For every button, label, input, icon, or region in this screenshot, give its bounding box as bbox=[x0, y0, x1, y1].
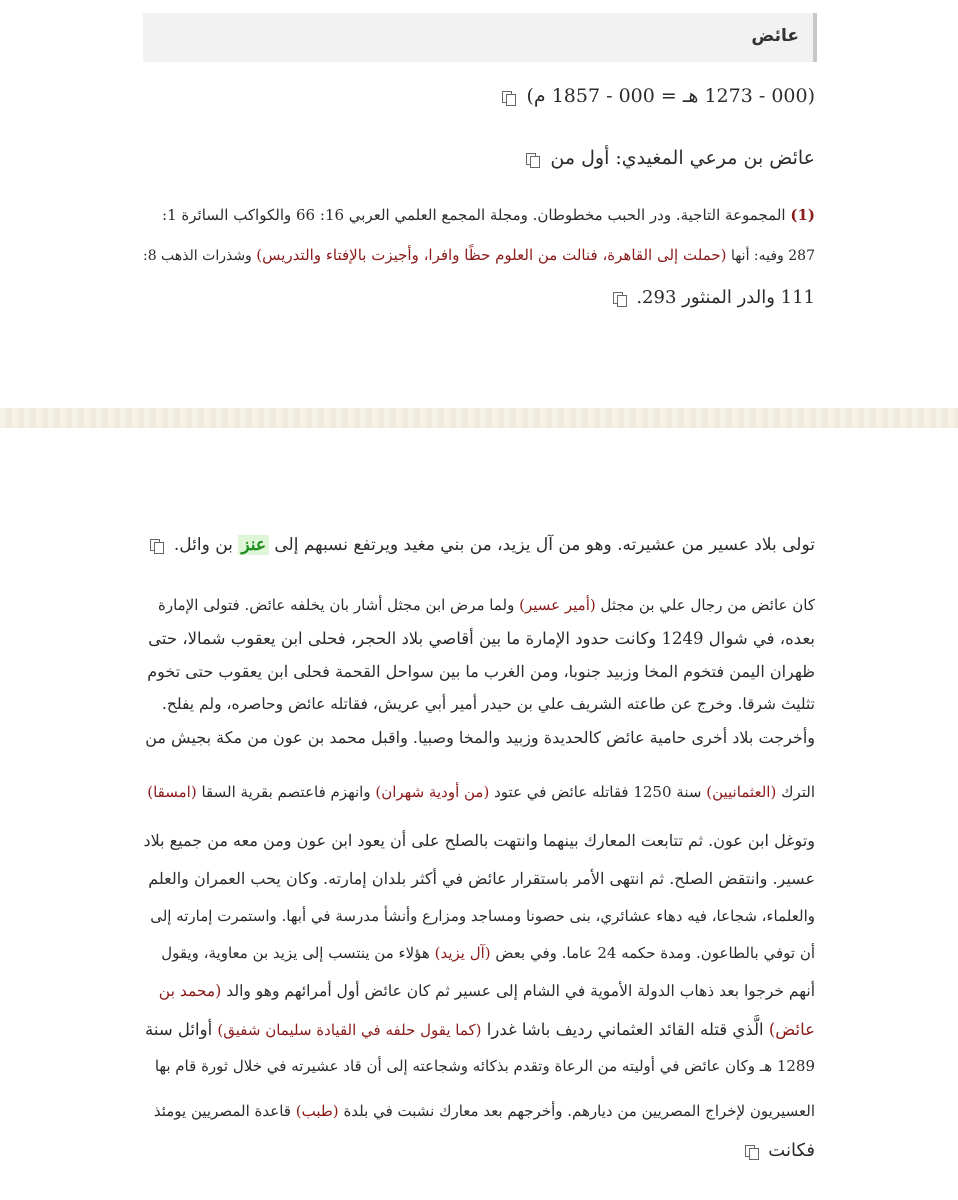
text-segment: تثليث شرقا. وخرج عن طاعته الشريف علي بن حيدر أمير أبي عريش، فقاتله عائض وحاصره، ولم يفلح. bbox=[161, 695, 815, 713]
copy-icon[interactable] bbox=[745, 1145, 757, 1158]
entry-title: عائض bbox=[751, 26, 799, 46]
text-line-11 bbox=[159, 982, 815, 1000]
copy-icon[interactable] bbox=[613, 292, 625, 305]
footnote-text-3: 111 والدر المنثور 293. bbox=[636, 287, 815, 308]
text-line-9 bbox=[150, 907, 815, 925]
footnote-line-2 bbox=[143, 246, 815, 264]
text-segment: فكانت bbox=[768, 1140, 815, 1161]
text-segment: قاعدة المصريين يومئذ bbox=[153, 1102, 291, 1120]
text-line-3 bbox=[147, 662, 815, 681]
text-segment: هؤلاء من ينتسب إلى يزيد بن معاوية، ويقول bbox=[161, 944, 430, 962]
annotation: (أمير عسير) bbox=[519, 596, 596, 614]
footnote-text-2b: وشذرات الذهب 8: bbox=[142, 248, 252, 264]
text-line-7 bbox=[143, 831, 815, 850]
text-segment: وأخرجت بلاد أخرى حامية عائض كالحديدة وزبيد والمخا وصبيا. واقبل محمد بن عون من مكة بجيش من bbox=[145, 728, 815, 747]
text-segment: بن وائل. bbox=[173, 535, 233, 555]
entry-heading bbox=[143, 13, 817, 62]
footnote-number[interactable]: (1) bbox=[790, 206, 815, 224]
text-segment: وتوغل ابن عون. ثم تتابعت المعارك بينهما وانتهت بالصلح على أن يعود ابن عون ومن معه من جميع بلاد bbox=[143, 831, 815, 850]
annotation: (امسقا) bbox=[147, 783, 197, 801]
text-segment: أوائل سنة bbox=[145, 1020, 213, 1039]
text-line-10 bbox=[161, 944, 815, 962]
footnote-line-1 bbox=[162, 206, 815, 224]
annotation: عائض) bbox=[768, 1020, 815, 1039]
footnote-line-3 bbox=[607, 287, 815, 308]
text-line-8 bbox=[148, 869, 815, 888]
copy-icon[interactable] bbox=[150, 539, 162, 552]
tribe-tag[interactable]: عنز bbox=[238, 535, 269, 555]
copy-icon[interactable] bbox=[502, 91, 514, 104]
text-segment: الَّذي قتله القائد العثماني رديف باشا غدرا bbox=[486, 1020, 764, 1039]
text-segment: وانهزم فاعتصم بقرية السقا bbox=[201, 783, 371, 801]
copy-icon[interactable] bbox=[526, 153, 538, 166]
text-line-2 bbox=[148, 629, 815, 648]
text-segment: ظهران اليمن فتخوم المخا وزبيد جنوبا، ومن الغرب ما بين سواحل القحمة فحلى ابن يعقوب حتى تخوم bbox=[147, 662, 815, 681]
annotation: (من أودية شهران) bbox=[375, 783, 490, 801]
page-section-bottom bbox=[0, 428, 958, 1200]
text-segment: الترك bbox=[781, 783, 815, 801]
dates-line bbox=[496, 85, 815, 107]
intro-text: عائض بن مرعي المغيدي: أول من bbox=[550, 147, 815, 169]
intro-line bbox=[520, 147, 815, 169]
text-segment: عسير. وانتقض الصلح. ثم انتهى الأمر باستقرار عائض في أكثر بلدان إمارته. وكان يحب العمران والعلم bbox=[148, 869, 815, 888]
text-segment: أن توفي بالطاعون. ومدة حكمه 24 عاما. وفي بعض bbox=[495, 944, 815, 962]
text-segment: بعده، في شوال 1249 وكانت حدود الإمارة ما بين أقاصي بلاد الحجر، فحلى ابن يعقوب شمالا، حتى bbox=[148, 629, 815, 648]
annotation: (العثمانيين) bbox=[706, 783, 777, 801]
text-segment: أنهم خرجوا بعد ذهاب الدولة الأموية في الشام إلى عسير ثم كان عائض أول أمرائهم وهو والد bbox=[226, 982, 815, 1000]
page-section-top bbox=[0, 0, 958, 408]
text-line-14 bbox=[154, 1102, 815, 1120]
text-line-12 bbox=[145, 1020, 815, 1039]
text-line-1 bbox=[158, 596, 815, 614]
annotation: (طبب) bbox=[295, 1102, 339, 1120]
text-segment: والعلماء، شجاعا، فيه دهاء عشائري، بنى حصونا ومساجد ومزارع وأنشأ مدرسة في أبها. واستمرت إمارته إلى bbox=[150, 907, 815, 925]
footnote-text-1: المجموعة التاجية. ودر الحبب مخطوطان. ومجلة المجمع العلمي العربي 16: 66 والكواكب السائرة 1: bbox=[162, 206, 786, 224]
text-segment: كان عائض من رجال علي بن مجثل bbox=[600, 596, 815, 614]
text-segment: 1289 هـ وكان عائض في أوليته من الرعاة وتقدم بذكائه وشجاعته إلى أن قاد عشيرته في خلال ثورة قام بها bbox=[154, 1057, 815, 1075]
annotation: (آل يزيد) bbox=[434, 944, 491, 962]
text-line-15 bbox=[739, 1140, 815, 1161]
text-line-0 bbox=[144, 535, 815, 555]
text-line-4 bbox=[162, 695, 815, 713]
page-divider bbox=[0, 408, 958, 428]
text-line-6 bbox=[147, 783, 815, 801]
text-segment: العسيريون لإخراج المصريين من ديارهم. وأخرجهم بعد معارك نشبت في بلدة bbox=[343, 1102, 815, 1120]
text-segment: ولما مرض ابن مجثل أشار بان يخلفه عائض. فتولى الإمارة bbox=[158, 596, 515, 614]
dates-text: (000 - 1273 هـ = 000 - 1857 م) bbox=[526, 85, 815, 107]
footnote-text-2a: 287 وفيه: أنها bbox=[730, 248, 815, 264]
text-segment: تولى بلاد عسير من عشيرته. وهو من آل يزيد، من بني مغيد ويرتفع نسبهم إلى bbox=[274, 535, 815, 555]
text-line-5 bbox=[145, 728, 815, 747]
text-line-13 bbox=[155, 1057, 815, 1075]
annotation: (محمد بن bbox=[158, 982, 222, 1000]
annotation: (كما يقول حلفه في القيادة سليمان شفيق) bbox=[217, 1021, 482, 1039]
footnote-quote: (حملت إلى القاهرة، فنالت من العلوم حظًا وافرا، وأجيزت بالإفتاء والتدريس) bbox=[256, 246, 727, 264]
text-segment: سنة 1250 فقاتله عائض في عتود bbox=[494, 783, 702, 801]
